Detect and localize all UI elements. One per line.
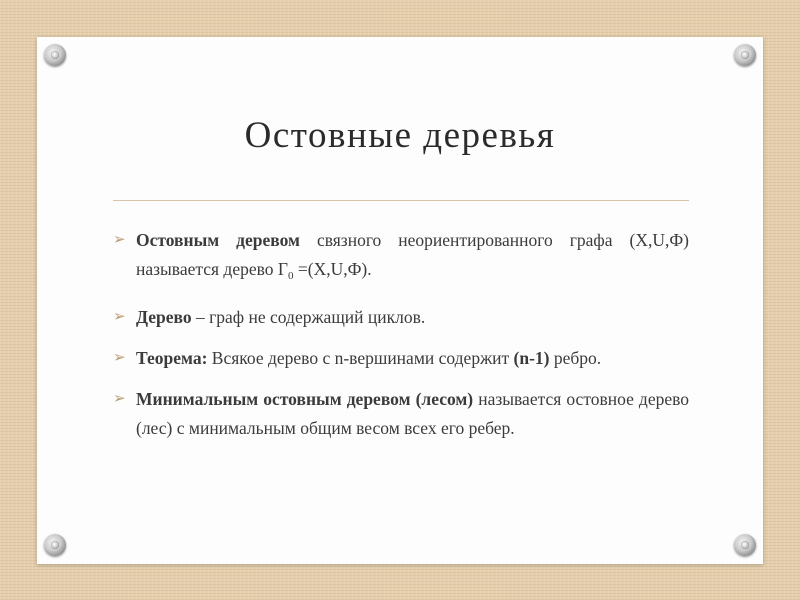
arrow-bullet-icon: ➢ <box>113 309 126 325</box>
theorem-text: Всякое дерево с n-вершинами содержит <box>207 348 514 368</box>
pushpin-icon <box>44 44 66 66</box>
pushpin-icon <box>734 44 756 66</box>
bullet-item-spanning-tree-definition <box>113 226 689 291</box>
theorem-text: ребро. <box>549 348 602 368</box>
pushpin-icon <box>734 534 756 556</box>
bullet-item-tree-definition <box>113 303 689 332</box>
definition-text: – граф не содержащий циклов. <box>191 307 426 327</box>
definition-text: =(X,U,Ф). <box>293 259 372 279</box>
bullet-list <box>113 226 689 455</box>
term-minimum-spanning-tree: Минимальным остовным деревом (лесом) <box>136 389 474 409</box>
definition-text: связного неориентированного графа (X,U,Ф) называется дерево Г <box>136 230 689 279</box>
definition-text: называется остовное дерево (лес) с минимальным общим весом всех его ребер. <box>136 389 690 438</box>
term-tree: Дерево <box>136 307 192 327</box>
term-spanning-tree: Остовным деревом <box>136 230 300 250</box>
arrow-bullet-icon: ➢ <box>113 350 126 366</box>
bullet-item-minimum-spanning-tree <box>113 385 689 443</box>
term-theorem: Теорема: <box>136 348 208 368</box>
pushpin-icon <box>44 534 66 556</box>
bullet-item-theorem <box>113 344 689 373</box>
arrow-bullet-icon: ➢ <box>113 232 126 248</box>
subscript: 0 <box>288 270 294 282</box>
title-divider <box>113 200 689 201</box>
edge-count-expression: (n-1) <box>513 348 550 368</box>
slide-title: Остовные деревья <box>244 115 556 156</box>
arrow-bullet-icon: ➢ <box>113 391 126 407</box>
